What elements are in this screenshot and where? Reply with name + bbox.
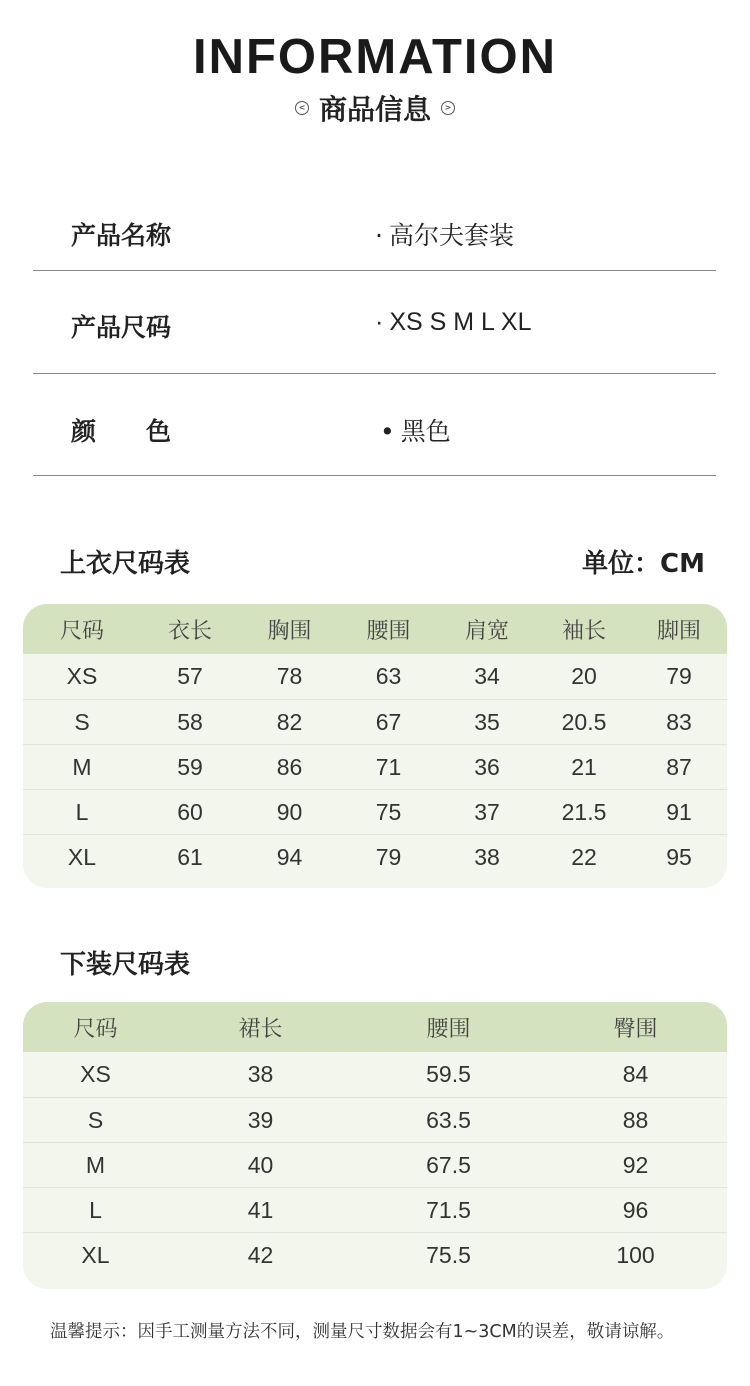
- column-header: 胸围: [267, 618, 312, 644]
- column-header: 脚围: [656, 618, 701, 644]
- table-cell: 90: [276, 798, 303, 825]
- table-cell: 35: [474, 708, 500, 735]
- table-cell: XL: [67, 843, 97, 870]
- table-cell: 61: [177, 843, 203, 870]
- info-value: · 高尔夫套装: [375, 221, 514, 250]
- table-cell: 91: [666, 798, 692, 825]
- table-cell: 21: [571, 753, 597, 780]
- page-title: INFORMATION: [192, 30, 558, 84]
- table-row: [23, 654, 727, 699]
- table-row: [23, 834, 727, 879]
- page-header: [0, 28, 750, 128]
- table-cell: 79: [375, 843, 402, 870]
- table-row: [23, 1232, 727, 1277]
- table-cell: 41: [247, 1196, 274, 1223]
- table-cell: 63.5: [426, 1106, 471, 1133]
- top-size-table: [23, 604, 727, 888]
- table-row: [23, 699, 727, 744]
- info-label: 产品名称: [71, 221, 172, 250]
- table-row: [23, 1142, 727, 1187]
- table-cell: 94: [276, 843, 303, 870]
- unit-label: 单位：CM: [582, 549, 705, 579]
- chevron-right-circle-icon: >: [441, 101, 455, 115]
- table-row: [23, 789, 727, 834]
- bottom-size-table: [23, 1002, 727, 1289]
- table-cell: 79: [666, 663, 692, 689]
- table-cell: 67.5: [426, 1151, 471, 1178]
- table-cell: M: [85, 1151, 106, 1178]
- column-header: 臀围: [613, 1016, 658, 1042]
- table-cell: XS: [66, 663, 98, 689]
- table-cell: 71.5: [426, 1196, 471, 1223]
- table-cell: 21.5: [561, 798, 607, 825]
- table-row: [23, 744, 727, 789]
- info-row-color: [33, 374, 716, 476]
- table-body: [23, 654, 727, 879]
- table-cell: 100: [616, 1241, 655, 1268]
- table-header: [23, 604, 727, 654]
- table-cell: 88: [622, 1106, 649, 1133]
- table-cell: 38: [247, 1061, 274, 1087]
- table-cell: 63: [375, 663, 402, 689]
- page-subtitle-row: [0, 88, 750, 128]
- table-cell: 37: [474, 798, 500, 825]
- table-cell: 36: [474, 753, 500, 780]
- bottom-table-title: 下装尺码表: [60, 950, 191, 980]
- table-cell: 40: [247, 1151, 274, 1178]
- table-cell: 75: [375, 798, 402, 825]
- table-cell: 86: [276, 753, 303, 780]
- table-cell: 96: [622, 1196, 649, 1223]
- column-header: 腰围: [426, 1016, 471, 1042]
- table-row: [23, 1052, 727, 1097]
- measurement-note: 温馨提示：因手工测量方法不同，测量尺寸数据会有1~3CM的误差，敬请谅解。: [50, 1322, 675, 1342]
- table-cell: L: [89, 1196, 102, 1223]
- table-cell: 83: [666, 708, 692, 735]
- table-cell: 92: [622, 1151, 649, 1178]
- table-cell: XL: [81, 1241, 110, 1268]
- table-cell: M: [72, 753, 92, 780]
- table-cell: 57: [177, 663, 203, 689]
- info-row-name: [33, 180, 716, 271]
- table-header: [23, 1002, 727, 1052]
- table-cell: S: [74, 708, 90, 735]
- table-row: [23, 1097, 727, 1142]
- table-cell: 59.5: [426, 1061, 471, 1087]
- table-cell: 39: [247, 1106, 274, 1133]
- table-cell: 58: [177, 708, 203, 735]
- product-info: [33, 180, 716, 476]
- column-header: 袖长: [561, 618, 606, 644]
- chevron-left-circle-icon: <: [295, 101, 309, 115]
- table-body: [23, 1052, 727, 1277]
- table-row: [23, 1187, 727, 1232]
- page-subtitle: 商品信息: [318, 93, 431, 126]
- column-header: 肩宽: [464, 618, 509, 644]
- table-cell: 87: [666, 753, 692, 780]
- column-header: 尺码: [59, 618, 104, 644]
- info-value: • 黑色: [380, 417, 451, 446]
- info-row-size: [33, 271, 716, 374]
- table-cell: 60: [177, 798, 203, 825]
- table-cell: 20.5: [561, 708, 607, 735]
- table-cell: 78: [276, 663, 303, 689]
- column-header: 衣长: [167, 618, 212, 644]
- table-cell: 42: [247, 1241, 274, 1268]
- column-header: 裙长: [238, 1016, 283, 1042]
- info-label: 颜 色: [71, 417, 172, 446]
- table-cell: 20: [571, 663, 597, 689]
- table-cell: 38: [474, 843, 500, 870]
- info-value: · XS S M L XL: [375, 308, 532, 336]
- table-cell: L: [75, 798, 89, 825]
- table-cell: 82: [276, 708, 303, 735]
- table-cell: 22: [571, 843, 597, 870]
- table-cell: 34: [474, 663, 500, 689]
- info-label: 产品尺码: [71, 313, 172, 342]
- table-cell: S: [87, 1106, 104, 1133]
- top-table-title: 上衣尺码表: [60, 549, 191, 579]
- table-cell: 71: [375, 753, 402, 780]
- table-cell: 95: [666, 843, 692, 870]
- table-cell: 84: [622, 1061, 649, 1087]
- table-cell: 59: [177, 753, 203, 780]
- table-cell: XS: [80, 1061, 111, 1087]
- column-header: 腰围: [366, 618, 411, 644]
- table-cell: 75.5: [426, 1241, 471, 1268]
- column-header: 尺码: [73, 1016, 118, 1042]
- table-cell: 67: [375, 708, 402, 735]
